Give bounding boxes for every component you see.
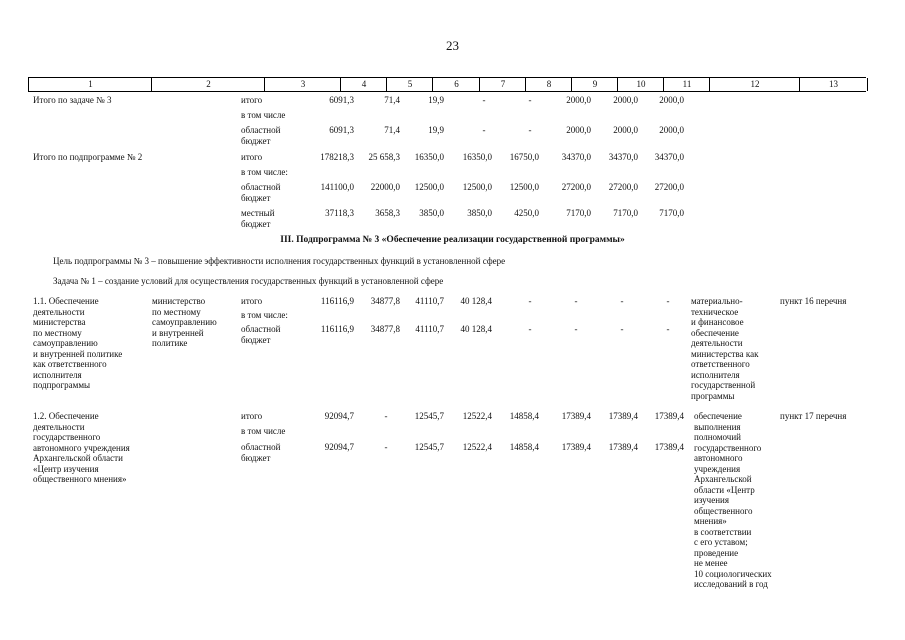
cell-line: как ответственного bbox=[33, 359, 107, 369]
cell-line: проведение bbox=[694, 547, 739, 558]
value-cell: 7170,0 bbox=[613, 208, 638, 218]
cell-line: государственного bbox=[694, 442, 762, 453]
value-cell: 2000,0 bbox=[613, 125, 638, 135]
cell-line: 10 социологических bbox=[694, 568, 772, 579]
value-cell: 41110,7 bbox=[415, 324, 444, 334]
cell-budget-line1: областной bbox=[241, 125, 281, 135]
cell-budget-line1: областной bbox=[241, 324, 281, 334]
cell-budget-line2: бюджет bbox=[241, 192, 271, 203]
cell-line: исследований в год bbox=[694, 579, 768, 589]
value-cell: 27200,0 bbox=[654, 182, 684, 192]
cell-line: и внутренней bbox=[152, 327, 204, 338]
value-cell: - bbox=[528, 125, 532, 135]
cell-budget-line1: местный bbox=[241, 208, 275, 218]
cell-line: деятельности bbox=[691, 338, 743, 348]
cell-line: программы bbox=[691, 390, 735, 401]
value-cell: 2000,0 bbox=[613, 95, 638, 105]
value-cell: - bbox=[574, 324, 578, 334]
cell-line: деятельности bbox=[33, 306, 85, 317]
header-col: 7 bbox=[479, 78, 526, 91]
cell-line: и финансовое bbox=[691, 317, 744, 327]
value-cell: 3850,0 bbox=[419, 208, 444, 218]
header-col: 12 bbox=[709, 78, 800, 91]
value-cell: 12500,0 bbox=[462, 182, 492, 192]
table-header-row bbox=[28, 77, 866, 92]
cell-itogo: итого bbox=[241, 152, 263, 162]
value-cell: 17389,4 bbox=[654, 411, 684, 421]
value-cell: 17389,4 bbox=[608, 411, 638, 421]
value-cell: 34370,0 bbox=[561, 152, 591, 162]
header-col: 2 bbox=[151, 78, 265, 91]
value-cell: 3850,0 bbox=[467, 208, 492, 218]
cell-line: общественного мнения» bbox=[33, 474, 127, 484]
cell-line: государственной bbox=[691, 380, 756, 390]
value-cell: 19,9 bbox=[428, 125, 444, 135]
header-col: 4 bbox=[340, 78, 387, 91]
value-cell: 34370,0 bbox=[654, 152, 684, 162]
value-cell: 14858,4 bbox=[509, 411, 539, 421]
goal-text: Цель подпрограммы № 3 – повышение эффективности исполнения государственных функций в установленной сфере bbox=[53, 256, 506, 266]
header-col: 11 bbox=[663, 78, 710, 91]
row-label: Итого по задаче № 3 bbox=[33, 95, 112, 105]
cell-line: исполнителя bbox=[691, 369, 740, 380]
value-cell: 7170,0 bbox=[659, 208, 684, 218]
value-cell: - bbox=[528, 324, 532, 334]
value-cell: 2000,0 bbox=[659, 95, 684, 105]
value-cell: 71,4 bbox=[384, 95, 400, 105]
value-cell: 19,9 bbox=[428, 95, 444, 105]
header-col: 5 bbox=[386, 78, 433, 91]
value-cell: 34370,0 bbox=[608, 152, 638, 162]
value-cell: 116116,9 bbox=[320, 296, 354, 306]
cell-line: учреждения bbox=[694, 463, 741, 474]
value-cell: 34877,8 bbox=[370, 296, 400, 306]
value-cell: 6091,3 bbox=[329, 125, 354, 135]
cell-line: обеспечение bbox=[694, 411, 742, 421]
value-cell: 14858,4 bbox=[509, 442, 539, 452]
value-cell: - bbox=[666, 324, 670, 334]
cell-line: Архангельской области bbox=[33, 453, 123, 463]
value-cell: 6091,3 bbox=[329, 95, 354, 105]
value-cell: - bbox=[482, 95, 486, 105]
value-cell: 12500,0 bbox=[509, 182, 539, 192]
cell-v-tom-chisle: в том числе bbox=[241, 426, 286, 436]
value-cell: 27200,0 bbox=[608, 182, 638, 192]
task-text: Задача № 1 – создание условий для осуществления государственных функций в установленной сфере bbox=[53, 276, 444, 286]
value-cell: 17389,4 bbox=[608, 442, 638, 452]
value-cell: - bbox=[482, 125, 486, 135]
cell-line: по местному bbox=[33, 327, 82, 338]
value-cell: 40 128,4 bbox=[460, 296, 492, 306]
value-cell: 71,4 bbox=[384, 125, 400, 135]
header-col: 10 bbox=[617, 78, 664, 91]
cell-line: 1.2. Обеспечение bbox=[33, 411, 99, 421]
header-col: 3 bbox=[264, 78, 341, 91]
cell-line: по местному bbox=[152, 306, 201, 317]
cell-line: полномочий bbox=[694, 432, 741, 442]
value-cell: - bbox=[666, 296, 670, 306]
section-title: III. Подпрограмма № 3 «Обеспечение реализации государственной программы» bbox=[280, 235, 625, 245]
value-cell: 16350,0 bbox=[462, 152, 492, 162]
cell-v-tom-chisle: в том числе bbox=[241, 110, 286, 120]
value-cell: - bbox=[620, 324, 624, 334]
cell-line: автономного учреждения bbox=[33, 442, 130, 453]
value-cell: 17389,4 bbox=[654, 442, 684, 452]
cell-line: министерства как bbox=[691, 348, 759, 359]
cell-line: с его уставом; bbox=[694, 537, 748, 547]
cell-budget-line1: областной bbox=[241, 182, 281, 192]
value-cell: 92094,7 bbox=[324, 411, 354, 421]
cell-line: министерство bbox=[152, 296, 206, 306]
cell-line: выполнения bbox=[694, 421, 741, 432]
cell-line: изучения bbox=[694, 495, 729, 505]
cell-itogo: итого bbox=[241, 95, 263, 105]
cell-line: мнения» bbox=[694, 516, 727, 526]
value-cell: 22000,0 bbox=[370, 182, 400, 192]
cell-line: деятельности bbox=[33, 421, 85, 432]
cell-line: государственного bbox=[33, 432, 101, 442]
cell-reference: пункт 17 перечня bbox=[780, 411, 847, 421]
value-cell: 3658,3 bbox=[375, 208, 400, 218]
value-cell: 12545,7 bbox=[414, 442, 444, 452]
header-col: 1 bbox=[28, 78, 152, 91]
cell-line: материально- bbox=[691, 296, 743, 306]
value-cell: 2000,0 bbox=[659, 125, 684, 135]
cell-budget-line2: бюджет bbox=[241, 218, 271, 229]
cell-budget-line2: бюджет bbox=[241, 452, 271, 463]
cell-line: «Центр изучения bbox=[33, 463, 99, 474]
cell-line: обеспечение bbox=[691, 327, 739, 338]
value-cell: 141100,0 bbox=[320, 182, 354, 192]
cell-line: общественного bbox=[694, 505, 753, 516]
header-col: 6 bbox=[432, 78, 480, 91]
cell-line: исполнителя bbox=[33, 369, 82, 380]
value-cell: 2000,0 bbox=[566, 125, 591, 135]
value-cell: 41110,7 bbox=[415, 296, 444, 306]
value-cell: - bbox=[620, 296, 624, 306]
header-col: 9 bbox=[571, 78, 618, 91]
cell-line: в соответствии bbox=[694, 526, 752, 537]
value-cell: - bbox=[574, 296, 578, 306]
cell-itogo: итого bbox=[241, 411, 263, 421]
cell-line: министерства bbox=[33, 317, 86, 327]
value-cell: 17389,4 bbox=[561, 411, 591, 421]
value-cell: 37118,3 bbox=[325, 208, 354, 218]
cell-line: ответственного bbox=[691, 359, 750, 369]
cell-line: самоуправлению bbox=[33, 338, 98, 348]
value-cell: 7170,0 bbox=[566, 208, 591, 218]
value-cell: 12522,4 bbox=[462, 442, 492, 452]
value-cell: 116116,9 bbox=[320, 324, 354, 334]
value-cell: 92094,7 bbox=[324, 442, 354, 452]
row-label: Итого по подпрограмме № 2 bbox=[33, 152, 143, 162]
cell-line: самоуправлению bbox=[152, 317, 217, 327]
cell-line: и внутренней политике bbox=[33, 348, 123, 359]
value-cell: 16750,0 bbox=[509, 152, 539, 162]
value-cell: 12500,0 bbox=[414, 182, 444, 192]
cell-budget-line2: бюджет bbox=[241, 135, 271, 146]
cell-v-tom-chisle: в том числе: bbox=[241, 310, 288, 320]
value-cell: 27200,0 bbox=[561, 182, 591, 192]
cell-reference: пункт 16 перечня bbox=[780, 296, 847, 306]
cell-line: политике bbox=[152, 338, 188, 348]
cell-line: подпрограммы bbox=[33, 380, 91, 390]
value-cell: - bbox=[528, 296, 532, 306]
value-cell: 2000,0 bbox=[566, 95, 591, 105]
cell-budget-line1: областной bbox=[241, 442, 281, 452]
value-cell: 17389,4 bbox=[561, 442, 591, 452]
cell-itogo: итого bbox=[241, 296, 263, 306]
cell-line: техническое bbox=[691, 306, 739, 317]
value-cell: - bbox=[528, 95, 532, 105]
cell-budget-line2: бюджет bbox=[241, 334, 271, 345]
cell-line: Архангельской bbox=[694, 474, 752, 484]
value-cell: 178218,3 bbox=[320, 152, 354, 162]
cell-line: 1.1. Обеспечение bbox=[33, 296, 99, 306]
cell-line: не менее bbox=[694, 558, 728, 568]
header-col: 8 bbox=[525, 78, 572, 91]
value-cell: 40 128,4 bbox=[460, 324, 492, 334]
value-cell: 34877,8 bbox=[370, 324, 400, 334]
value-cell: - bbox=[384, 411, 388, 421]
cell-line: автономного bbox=[694, 453, 743, 463]
cell-v-tom-chisle: в том числе: bbox=[241, 167, 288, 177]
header-col: 13 bbox=[799, 78, 868, 91]
cell-line: области «Центр bbox=[694, 484, 755, 495]
value-cell: 16350,0 bbox=[414, 152, 444, 162]
page-number: 23 bbox=[446, 38, 459, 53]
value-cell: 12545,7 bbox=[414, 411, 444, 421]
value-cell: 4250,0 bbox=[514, 208, 539, 218]
value-cell: 12522,4 bbox=[462, 411, 492, 421]
value-cell: - bbox=[384, 442, 388, 452]
value-cell: 25 658,3 bbox=[368, 152, 400, 162]
